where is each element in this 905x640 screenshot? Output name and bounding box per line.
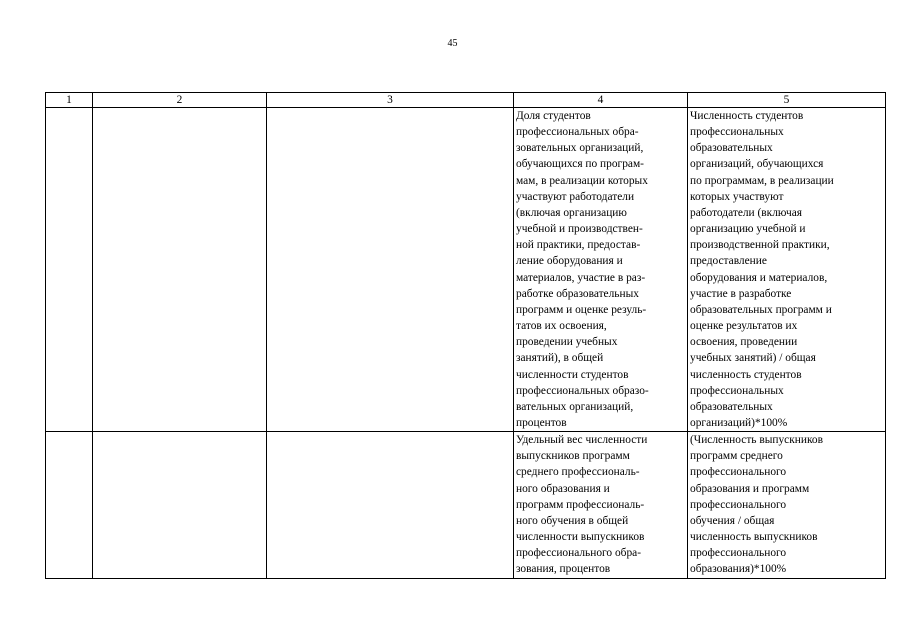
- column-header-2: 2: [93, 93, 267, 108]
- table-cell-col3: [267, 108, 514, 432]
- table-cell-indicator-formula: [688, 108, 886, 432]
- table-cell-indicator-formula: [688, 432, 886, 578]
- table-header-row: [46, 93, 886, 108]
- indicator-name-text: Доля студентов профессиональных обра- зовательных организаций, обучающихся по програм- мам, в реализации которых участвуют работодатели (включая организацию учебной и производствен- ной практики, предостав- ление оборудования и материалов, участие в раз- работке образовательных программ и оценке резуль- татов их освоения, проведении учебных занятий), в общей численности студентов профессиональных образо- вательных организаций, процентов: [516, 110, 649, 429]
- page-number: 45: [447, 38, 458, 49]
- column-header-1: 1: [46, 93, 93, 108]
- column-header-4: 4: [514, 93, 688, 108]
- table-cell-col1: [46, 432, 93, 578]
- indicator-name-text: Удельный вес численности выпускников программ среднего профессиональ- ного образования и программ профессиональ- ного обучения в общей численности выпускников профессионального обра- зования, процентов: [516, 434, 648, 576]
- column-header-5: 5: [688, 93, 886, 108]
- indicator-formula-text: Численность студентов профессиональных образовательных организаций, обучающихся по программам, в реализации которых участвуют работодатели (включая организацию учебной и производственной практики, предоставление оборудования и материалов, участие в разработке образовательных программ и оценке результатов их освоения, проведении учебных занятий) / общая численность студентов профессиональных образовательных организаций)*100%: [690, 110, 834, 429]
- table-cell-col3: [267, 432, 514, 578]
- table-cell-col2: [93, 108, 267, 432]
- table-cell-indicator-name: [514, 108, 688, 432]
- indicator-formula-text: (Численность выпускников программ среднего профессионального образования и программ профессионального обучения / общая численность выпускников профессионального образования)*100%: [690, 434, 823, 576]
- table-cell-indicator-name: [514, 432, 688, 578]
- table-row: [46, 108, 886, 432]
- column-header-3: 3: [267, 93, 514, 108]
- table-cell-col1: [46, 108, 93, 432]
- table-row: [46, 432, 886, 578]
- table-cell-col2: [93, 432, 267, 578]
- document-table: [45, 92, 886, 579]
